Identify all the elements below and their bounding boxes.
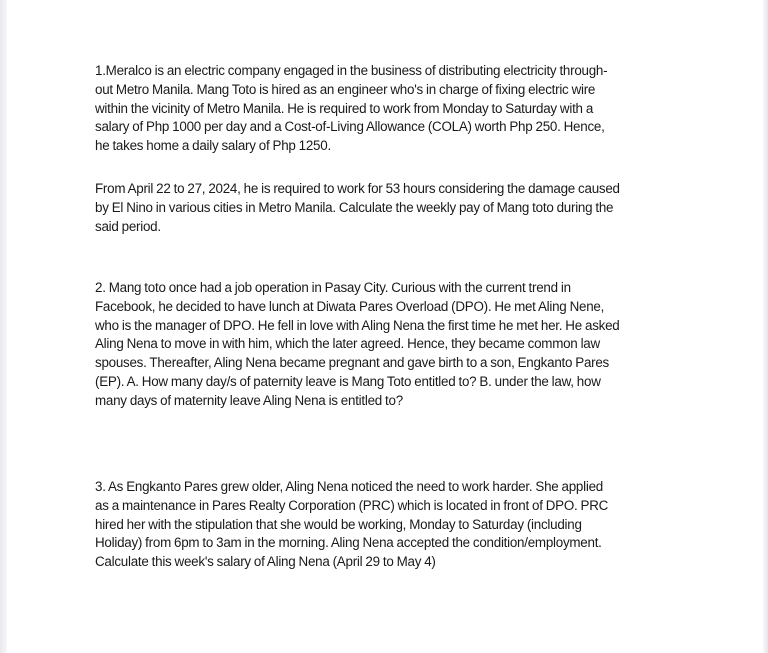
text-line: 2. Mang toto once had a job operation in Pasay City. Curious with the current trend in bbox=[95, 280, 571, 295]
question-1-task-paragraph bbox=[95, 180, 680, 236]
text-line: many days of maternity leave Aling Nena is entitled to? bbox=[95, 392, 403, 408]
text-line: 3. As Engkanto Pares grew older, Aling Nena noticed the need to work harder. She applied bbox=[95, 479, 603, 494]
text-line: Calculate this week's salary of Aling Nena (April 29 to May 4) bbox=[95, 554, 436, 570]
text-line: by El Nino in various cities in Metro Manila. Calculate the weekly pay of Mang toto during the bbox=[95, 199, 614, 215]
text-line: said period. bbox=[95, 218, 161, 234]
text-line: spouses. Thereafter, Aling Nena became pregnant and gave birth to a son, Engkanto Pares bbox=[95, 355, 609, 371]
text-line: within the vicinity of Metro Manila. He is required to work from Monday to Saturday with a bbox=[95, 100, 594, 116]
text-line: Holiday) from 6pm to 3am in the morning. Aling Nena accepted the condition/employment. bbox=[95, 535, 602, 551]
text-line: salary of Php 1000 per day and a Cost-of-Living Allowance (COLA) worth Php 250. Hence, bbox=[95, 119, 605, 135]
text-line: out Metro Manila. Mang Toto is hired as an engineer who's in charge of fixing electric wire bbox=[95, 81, 596, 97]
question-3-paragraph bbox=[95, 478, 680, 572]
question-1-paragraph bbox=[95, 62, 680, 156]
page-edge-left bbox=[0, 0, 7, 653]
question-2-paragraph bbox=[95, 279, 680, 411]
text-line: 1.Meralco is an electric company engaged in the business of distributing electricity through- bbox=[95, 63, 608, 78]
text-line: who is the manager of DPO. He fell in love with Aling Nena the first time he met her. He asked bbox=[95, 317, 620, 333]
text-line: From April 22 to 27, 2024, he is required to work for 53 hours considering the damage caused bbox=[95, 181, 620, 196]
text-line: Facebook, he decided to have lunch at Diwata Pares Overload (DPO). He met Aling Nene, bbox=[95, 298, 605, 314]
page-edge-right bbox=[763, 0, 768, 653]
text-line: he takes home a daily salary of Php 1250. bbox=[95, 138, 331, 154]
text-line: hired her with the stipulation that she would be working, Monday to Saturday (including bbox=[95, 516, 582, 532]
text-line: (EP). A. How many day/s of paternity leave is Mang Toto entitled to? B. under the law, how bbox=[95, 373, 601, 389]
text-line: Aling Nena to move in with him, which the later agreed. Hence, they became common law bbox=[95, 336, 600, 352]
text-line: as a maintenance in Pares Realty Corporation (PRC) which is located in front of DPO. PRC bbox=[95, 497, 609, 513]
